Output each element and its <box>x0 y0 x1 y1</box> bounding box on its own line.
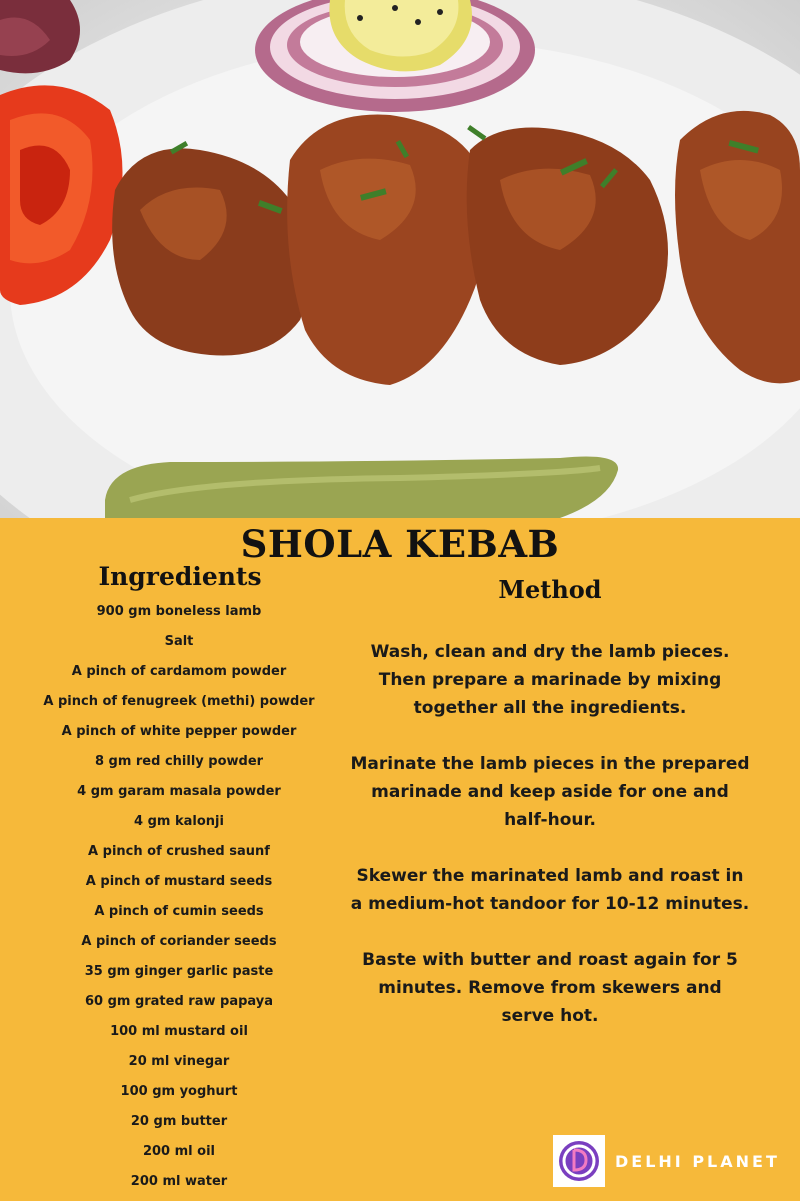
method-heading: Method <box>498 575 602 604</box>
method-step: Skewer the marinated lamb and roast in a medium-hot tandoor for 10-12 minutes. <box>350 866 750 914</box>
ingredient-item: A pinch of cumin seeds <box>94 904 264 919</box>
ingredient-item: 100 ml mustard oil <box>110 1024 248 1039</box>
ingredient-item: 8 gm red chilly powder <box>94 754 264 769</box>
ingredient-item: A pinch of cardamom powder <box>71 664 287 679</box>
ingredient-item: A pinch of fenugreek (methi) powder <box>43 694 315 709</box>
ingredient-item: 35 gm ginger garlic paste <box>84 964 274 979</box>
delhi-planet-logo-icon <box>553 1135 605 1187</box>
ingredient-item: A pinch of crushed saunf <box>88 844 270 859</box>
brand-name: DELHI PLANET <box>615 1151 780 1171</box>
food-photo <box>0 0 800 518</box>
ingredient-item: 60 gm grated raw papaya <box>84 994 274 1009</box>
ingredient-item: A pinch of white pepper powder <box>61 724 297 739</box>
ingredient-item: 200 ml water <box>130 1174 228 1189</box>
ingredients-list <box>20 601 338 1201</box>
ingredient-item: 100 gm yoghurt <box>120 1084 238 1099</box>
method-steps <box>350 638 750 1058</box>
ingredient-item: 4 gm kalonji <box>134 814 224 829</box>
kebab-plate-illustration <box>0 0 800 518</box>
ingredient-item: 4 gm garam masala powder <box>77 784 281 799</box>
brand-logo <box>553 1135 780 1187</box>
ingredients-heading: Ingredients <box>98 562 262 591</box>
method-step: Baste with butter and roast again for 5 minutes. Remove from skewers and serve hot. <box>362 950 738 1026</box>
ingredient-item: 200 ml oil <box>142 1144 216 1159</box>
ingredient-item: 20 ml vinegar <box>128 1054 230 1069</box>
ingredient-item: 20 gm butter <box>130 1114 228 1129</box>
method-step: Marinate the lamb pieces in the prepared marinade and keep aside for one and half-hour. <box>350 754 750 830</box>
ingredient-item: A pinch of coriander seeds <box>81 934 277 949</box>
ingredient-item: Salt <box>164 634 194 649</box>
recipe-title: SHOLA KEBAB <box>240 522 560 566</box>
ingredient-item: 900 gm boneless lamb <box>96 604 262 619</box>
ingredient-item: A pinch of mustard seeds <box>85 874 273 889</box>
method-step: Wash, clean and dry the lamb pieces. Then prepare a marinade by mixing together all the ingredients. <box>370 642 730 718</box>
